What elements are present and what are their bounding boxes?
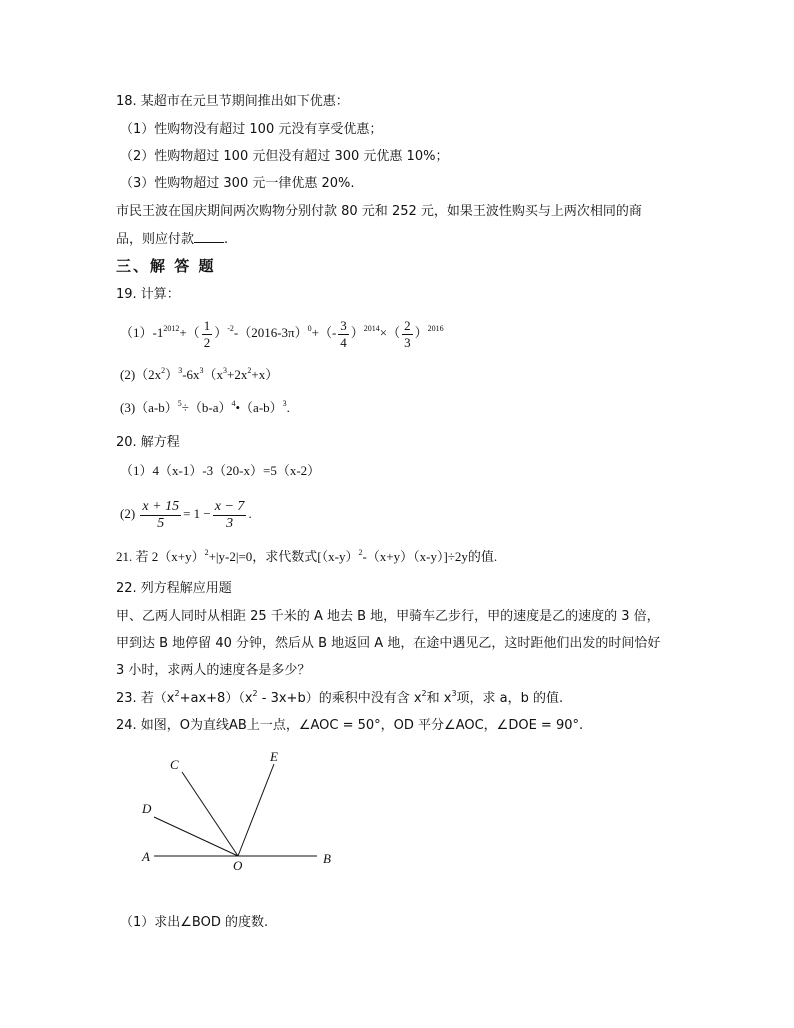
exp: 2	[421, 689, 427, 698]
q18-body-2-text: 品，则应付款	[116, 232, 195, 247]
denominator: 3	[404, 334, 411, 350]
fraction-x15-5	[140, 499, 181, 532]
label-c: C	[170, 757, 179, 772]
answer-blank	[194, 230, 224, 243]
exp: 2014	[363, 324, 380, 333]
q18-rule-2: （2）性购物超过 100 元但没有超过 300 元优惠 10%；	[120, 149, 449, 164]
t: ）	[165, 367, 179, 382]
op: ）	[214, 325, 228, 340]
label-e: E	[270, 749, 278, 764]
t: -（x+y）（x-y）]÷2y的值.	[362, 549, 498, 564]
denominator: 5	[157, 515, 165, 531]
q19-title: 19. 计算：	[116, 287, 180, 302]
q20-part-1: （1）4（x-1）-3（20-x）=5（x-2）	[120, 463, 321, 478]
op: ）	[414, 325, 428, 340]
t: （x	[203, 367, 224, 382]
label-b: B	[323, 851, 331, 866]
q19-part-1	[120, 314, 444, 352]
t: (2)	[120, 506, 136, 521]
q19-part-2	[120, 366, 278, 384]
fraction-2-3	[402, 318, 413, 351]
t: +2x	[227, 367, 248, 382]
exp: 2	[247, 366, 252, 375]
label-o: O	[233, 858, 243, 873]
t: •（a-b）	[235, 400, 283, 415]
q22-line-3: 3 小时，求两人的速度各是多少？	[116, 663, 311, 678]
label-d: D	[142, 801, 152, 816]
op: +（-	[311, 325, 337, 340]
q18-rule-1: （1）性购物没有超过 100 元没有享受优惠；	[120, 122, 383, 137]
exp: 2	[174, 689, 180, 698]
q18-intro: 18. 某超市在元旦节期间推出如下优惠：	[116, 94, 349, 109]
fraction-1-2	[202, 318, 213, 351]
q19-part-3	[120, 399, 290, 417]
t: .	[248, 506, 252, 521]
q24-sub-1: （1）求出∠BOD 的度数.	[120, 915, 269, 930]
exp: 2	[252, 689, 258, 698]
t: ÷（b-a）	[181, 400, 232, 415]
denominator: 4	[340, 334, 347, 350]
exp: 3	[451, 689, 457, 698]
q21	[116, 548, 497, 566]
q18-body-2	[116, 230, 228, 249]
exp: -2	[227, 324, 234, 333]
denominator: 2	[203, 334, 211, 350]
q18-body-1: 市民王波在国庆期间两次购物分别付款 80 元和 252 元，如果王波性购买与上两次相同的商	[116, 204, 642, 219]
numerator: 2	[404, 317, 411, 333]
exp: 0	[307, 324, 312, 333]
t: .	[286, 400, 290, 415]
op: ）	[350, 325, 364, 340]
numerator: 3	[340, 317, 347, 333]
q18-period: .	[224, 232, 229, 247]
t: = 1 −	[183, 506, 211, 521]
t: (3)（a-b）	[120, 400, 178, 415]
q18-rule-3: （3）性购物超过 300 元一律优惠 20%.	[120, 176, 355, 191]
exp: 5	[177, 399, 182, 408]
q22-title: 22. 列方程解应用题	[116, 581, 232, 596]
q23	[116, 690, 563, 708]
t: -6x	[182, 367, 200, 382]
exp: 3	[223, 366, 228, 375]
t: 项，求 a，b 的值.	[456, 691, 564, 706]
t: +ax+8）（x	[179, 691, 253, 706]
op: -（2016-3π）	[233, 325, 308, 340]
t: 23. 若（x	[116, 691, 175, 706]
q24-text: 24. 如图，O为直线AB上一点，∠AOC = 50°，OD 平分∠AOC，∠DOE = 90°.	[116, 718, 584, 733]
numerator: x − 7	[214, 498, 245, 514]
label-a: A	[142, 849, 150, 864]
op: ×（	[379, 325, 401, 340]
angle-figure	[130, 745, 350, 880]
q22-line-1: 甲、乙两人同时从相距 25 千米的 A 地去 B 地，甲骑车乙步行，甲的速度是乙的速度的 3 倍，	[116, 609, 660, 624]
exp: 3	[282, 399, 287, 408]
denominator: 3	[226, 515, 234, 531]
t: +|y-2|=0，求代数式[（x-y）	[208, 549, 359, 564]
fraction-x7-3	[213, 499, 247, 532]
exp: 4	[231, 399, 236, 408]
fraction-3-4	[338, 318, 349, 351]
exp: 2012	[163, 324, 180, 333]
section-title: 三、解 答 题	[116, 257, 216, 275]
exp: 2	[358, 548, 363, 557]
exp: 2	[204, 548, 209, 557]
exp: 2016	[427, 324, 444, 333]
t: (2)（2x	[120, 367, 162, 382]
q19-p1-label: （1）-1	[120, 325, 164, 340]
numerator: x + 15	[142, 498, 180, 514]
t: +x）	[251, 367, 279, 382]
exp: 3	[178, 366, 183, 375]
q20-title: 20. 解方程	[116, 435, 180, 450]
numerator: 1	[203, 317, 211, 333]
q20-part-2	[120, 494, 252, 534]
q22-line-2: 甲到达 B 地停留 40 分钟，然后从 B 地返回 A 地，在途中遇见乙，这时距他们出发的时间恰好	[116, 636, 661, 651]
ray-oe	[238, 764, 274, 856]
exp: 3	[199, 366, 204, 375]
exp: 2	[161, 366, 166, 375]
t: 21. 若 2（x+y）	[116, 549, 205, 564]
op: +（	[179, 325, 200, 340]
t: 和 x	[426, 691, 452, 706]
t: - 3x+b）的乘积中没有含 x	[257, 691, 422, 706]
